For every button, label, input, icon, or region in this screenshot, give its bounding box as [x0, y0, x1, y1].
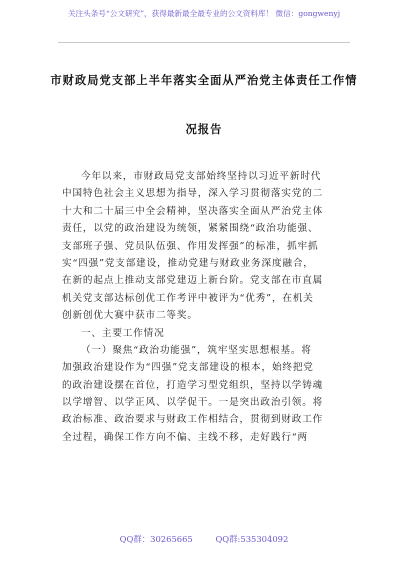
body-line: 今年以来，市财政局党支部始终坚持以习近平新时代 — [81, 171, 322, 182]
body-line: 支部班子强、党员队伍强、作用发挥强”的标准，抓牢抓 — [62, 240, 319, 252]
body-line: 政治标准、政治要求与财政工作相结合，贯彻到财政工作 — [62, 414, 324, 426]
body-line: 的政治建设摆在首位，打造学习型党组织，坚持以学铸魂 — [62, 379, 324, 391]
document-body — [62, 168, 352, 446]
body-line: 创新创优大赛中获市二等奖。 — [62, 310, 198, 322]
body-line: 全过程，确保工作方向不偏、主线不移，走好践行“两 — [62, 431, 308, 443]
promo-banner: 关注头条号“公文研究”，获得最新最全最专业的公文资料库！ 微信：gongwenyj — [67, 9, 341, 18]
banner-divider — [58, 42, 350, 43]
section-heading: 一、主要工作情况 — [81, 327, 165, 339]
footer-qq-group-2: QQ群:535304092 — [215, 534, 289, 544]
body-line: 在新的起点上推动支部党建迈上新台阶。党支部在市直属 — [62, 275, 324, 287]
document-title-line-1: 市财政局党支部上半年落实全面从严治党主体责任工作情 — [50, 73, 358, 87]
subsection-heading: （一）聚焦“政治功能强”，筑牢坚实思想根基。将 — [81, 344, 312, 356]
body-line: 实“四强”党支部建设，推动党建与财政业务深度融合， — [62, 257, 314, 269]
body-line: 中国特色社会主义思想为指导，深入学习贯彻落实党的二 — [62, 188, 324, 200]
body-line: 以学增智、以学正风、以学促干。一是突出政治引领。将 — [62, 397, 324, 409]
footer-contacts — [0, 533, 408, 545]
body-line: 责任，以党的政治建设为统领，紧紧围绕“政治功能强、 — [62, 223, 319, 235]
body-line: 机关党支部达标创优工作考评中被评为“优秀”，在机关 — [62, 292, 314, 304]
body-line: 十大和二十届三中全会精神，坚决落实全面从严治党主体 — [62, 205, 324, 217]
document-title-line-2: 况报告 — [185, 122, 223, 136]
footer-qq-group-1: QQ群：30265665 — [119, 534, 193, 544]
body-line: 加强政治建设作为“四强”党支部建设的根本，始终把党 — [62, 362, 314, 374]
